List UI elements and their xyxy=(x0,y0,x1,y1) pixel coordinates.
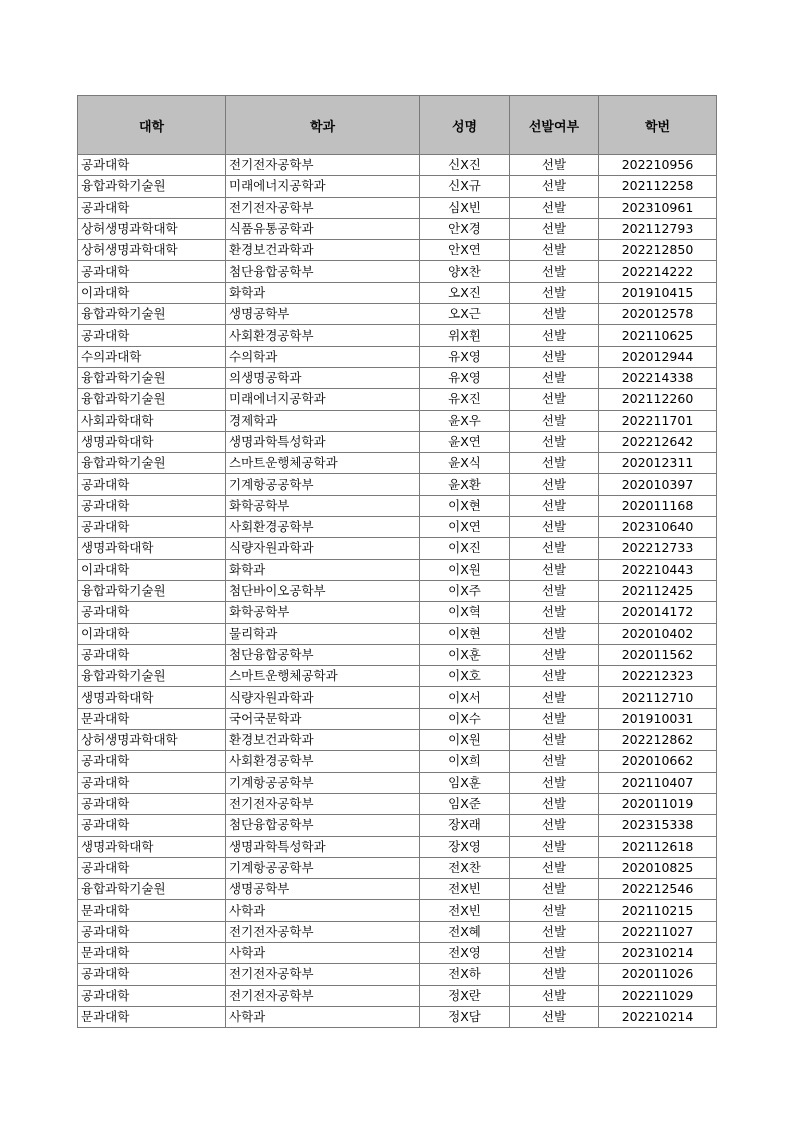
cell-name: 위X휜 xyxy=(420,325,510,346)
cell-name: 신X진 xyxy=(420,155,510,176)
cell-department: 미래에너지공학과 xyxy=(226,176,420,197)
cell-college: 융합과학기술원 xyxy=(78,666,226,687)
cell-name: 윤X연 xyxy=(420,431,510,452)
cell-department: 생명과학특성학과 xyxy=(226,836,420,857)
cell-selection-status: 선발 xyxy=(510,687,599,708)
header-name: 성명 xyxy=(420,96,510,155)
cell-college: 융합과학기술원 xyxy=(78,304,226,325)
cell-selection-status: 선발 xyxy=(510,474,599,495)
cell-student-id: 202211701 xyxy=(599,410,717,431)
cell-department: 첨단바이오공학부 xyxy=(226,580,420,601)
cell-selection-status: 선발 xyxy=(510,325,599,346)
header-selection-status: 선발여부 xyxy=(510,96,599,155)
cell-college: 이과대학 xyxy=(78,282,226,303)
cell-college: 이과대학 xyxy=(78,623,226,644)
cell-student-id: 202010397 xyxy=(599,474,717,495)
cell-name: 이X연 xyxy=(420,517,510,538)
cell-department: 화학공학부 xyxy=(226,495,420,516)
cell-college: 융합과학기술원 xyxy=(78,580,226,601)
cell-student-id: 202112260 xyxy=(599,389,717,410)
cell-student-id: 202011562 xyxy=(599,644,717,665)
cell-student-id: 202012578 xyxy=(599,304,717,325)
cell-college: 사회과학대학 xyxy=(78,410,226,431)
table-row xyxy=(78,580,717,601)
cell-name: 임X훈 xyxy=(420,772,510,793)
cell-selection-status: 선발 xyxy=(510,836,599,857)
cell-selection-status: 선발 xyxy=(510,815,599,836)
cell-name: 양X찬 xyxy=(420,261,510,282)
cell-department: 사학과 xyxy=(226,1006,420,1027)
cell-name: 정X담 xyxy=(420,1006,510,1027)
cell-department: 수의학과 xyxy=(226,346,420,367)
cell-department: 사학과 xyxy=(226,942,420,963)
cell-college: 상허생명과학대학 xyxy=(78,730,226,751)
table-row xyxy=(78,367,717,388)
table-row xyxy=(78,964,717,985)
cell-student-id: 202014172 xyxy=(599,602,717,623)
cell-college: 이과대학 xyxy=(78,559,226,580)
cell-student-id: 202010825 xyxy=(599,857,717,878)
cell-department: 식량자원과학과 xyxy=(226,687,420,708)
table-row xyxy=(78,900,717,921)
cell-college: 생명과학대학 xyxy=(78,431,226,452)
cell-selection-status: 선발 xyxy=(510,538,599,559)
header-student-id: 학번 xyxy=(599,96,717,155)
table-row xyxy=(78,942,717,963)
table-row xyxy=(78,218,717,239)
cell-department: 물리학과 xyxy=(226,623,420,644)
cell-student-id: 202212546 xyxy=(599,879,717,900)
cell-selection-status: 선발 xyxy=(510,495,599,516)
cell-student-id: 202210956 xyxy=(599,155,717,176)
cell-selection-status: 선발 xyxy=(510,240,599,261)
cell-student-id: 202211029 xyxy=(599,985,717,1006)
cell-department: 사학과 xyxy=(226,900,420,921)
cell-student-id: 202310640 xyxy=(599,517,717,538)
cell-college: 공과대학 xyxy=(78,857,226,878)
cell-department: 스마트운행체공학과 xyxy=(226,666,420,687)
cell-department: 경제학과 xyxy=(226,410,420,431)
cell-selection-status: 선발 xyxy=(510,900,599,921)
cell-college: 공과대학 xyxy=(78,772,226,793)
cell-name: 윤X우 xyxy=(420,410,510,431)
cell-student-id: 202310961 xyxy=(599,197,717,218)
cell-selection-status: 선발 xyxy=(510,304,599,325)
cell-name: 이X현 xyxy=(420,623,510,644)
table-row xyxy=(78,751,717,772)
cell-student-id: 201910031 xyxy=(599,708,717,729)
cell-college: 공과대학 xyxy=(78,985,226,1006)
cell-department: 식량자원과학과 xyxy=(226,538,420,559)
cell-selection-status: 선발 xyxy=(510,261,599,282)
cell-selection-status: 선발 xyxy=(510,197,599,218)
cell-college: 문과대학 xyxy=(78,1006,226,1027)
cell-selection-status: 선발 xyxy=(510,730,599,751)
cell-college: 공과대학 xyxy=(78,197,226,218)
table-row xyxy=(78,815,717,836)
table-row xyxy=(78,346,717,367)
cell-department: 화학공학부 xyxy=(226,602,420,623)
cell-selection-status: 선발 xyxy=(510,857,599,878)
cell-department: 첨단융합공학부 xyxy=(226,261,420,282)
cell-college: 문과대학 xyxy=(78,942,226,963)
cell-department: 전기전자공학부 xyxy=(226,964,420,985)
cell-department: 전기전자공학부 xyxy=(226,155,420,176)
cell-college: 생명과학대학 xyxy=(78,538,226,559)
cell-selection-status: 선발 xyxy=(510,389,599,410)
cell-student-id: 202112425 xyxy=(599,580,717,601)
cell-name: 이X원 xyxy=(420,559,510,580)
cell-student-id: 201910415 xyxy=(599,282,717,303)
cell-college: 생명과학대학 xyxy=(78,687,226,708)
cell-department: 전기전자공학부 xyxy=(226,793,420,814)
cell-department: 사회환경공학부 xyxy=(226,517,420,538)
table-row xyxy=(78,602,717,623)
cell-department: 스마트운행체공학과 xyxy=(226,453,420,474)
cell-selection-status: 선발 xyxy=(510,176,599,197)
cell-student-id: 202112793 xyxy=(599,218,717,239)
cell-department: 환경보건과학과 xyxy=(226,240,420,261)
cell-student-id: 202214338 xyxy=(599,367,717,388)
table-row xyxy=(78,155,717,176)
cell-selection-status: 선발 xyxy=(510,410,599,431)
cell-name: 심X빈 xyxy=(420,197,510,218)
cell-college: 문과대학 xyxy=(78,900,226,921)
cell-name: 전X영 xyxy=(420,942,510,963)
cell-selection-status: 선발 xyxy=(510,367,599,388)
cell-student-id: 202012944 xyxy=(599,346,717,367)
cell-name: 전X하 xyxy=(420,964,510,985)
selection-table xyxy=(77,95,717,1028)
cell-student-id: 202010402 xyxy=(599,623,717,644)
cell-department: 기계항공공학부 xyxy=(226,857,420,878)
cell-selection-status: 선발 xyxy=(510,708,599,729)
table-row xyxy=(78,453,717,474)
cell-college: 융합과학기술원 xyxy=(78,453,226,474)
table-row xyxy=(78,793,717,814)
cell-selection-status: 선발 xyxy=(510,602,599,623)
table-row xyxy=(78,708,717,729)
table-row xyxy=(78,538,717,559)
cell-department: 사회환경공학부 xyxy=(226,751,420,772)
cell-selection-status: 선발 xyxy=(510,282,599,303)
cell-college: 공과대학 xyxy=(78,602,226,623)
cell-selection-status: 선발 xyxy=(510,623,599,644)
table-row xyxy=(78,772,717,793)
cell-selection-status: 선발 xyxy=(510,964,599,985)
cell-student-id: 202214222 xyxy=(599,261,717,282)
table-row xyxy=(78,495,717,516)
cell-college: 융합과학기술원 xyxy=(78,367,226,388)
table-row xyxy=(78,240,717,261)
cell-name: 이X희 xyxy=(420,751,510,772)
cell-selection-status: 선발 xyxy=(510,666,599,687)
table-row xyxy=(78,623,717,644)
table-row xyxy=(78,921,717,942)
cell-name: 이X주 xyxy=(420,580,510,601)
cell-college: 융합과학기술원 xyxy=(78,879,226,900)
table-row xyxy=(78,985,717,1006)
header-department: 학과 xyxy=(226,96,420,155)
table-body xyxy=(78,155,717,1028)
cell-student-id: 202011026 xyxy=(599,964,717,985)
table-row xyxy=(78,176,717,197)
cell-name: 이X호 xyxy=(420,666,510,687)
cell-college: 공과대학 xyxy=(78,261,226,282)
cell-name: 윤X식 xyxy=(420,453,510,474)
cell-department: 사회환경공학부 xyxy=(226,325,420,346)
cell-name: 전X혜 xyxy=(420,921,510,942)
cell-name: 이X혁 xyxy=(420,602,510,623)
cell-selection-status: 선발 xyxy=(510,985,599,1006)
cell-name: 임X준 xyxy=(420,793,510,814)
table-row xyxy=(78,325,717,346)
table-row xyxy=(78,431,717,452)
table-row xyxy=(78,836,717,857)
cell-department: 환경보건과학과 xyxy=(226,730,420,751)
cell-college: 융합과학기술원 xyxy=(78,389,226,410)
table-row xyxy=(78,517,717,538)
table-row xyxy=(78,197,717,218)
cell-department: 생명과학특성학과 xyxy=(226,431,420,452)
cell-student-id: 202212642 xyxy=(599,431,717,452)
header-college: 대학 xyxy=(78,96,226,155)
table-row xyxy=(78,559,717,580)
cell-student-id: 202210443 xyxy=(599,559,717,580)
cell-student-id: 202112618 xyxy=(599,836,717,857)
cell-department: 국어국문학과 xyxy=(226,708,420,729)
cell-college: 공과대학 xyxy=(78,495,226,516)
cell-college: 공과대학 xyxy=(78,474,226,495)
cell-college: 공과대학 xyxy=(78,921,226,942)
cell-selection-status: 선발 xyxy=(510,772,599,793)
cell-selection-status: 선발 xyxy=(510,453,599,474)
cell-department: 첨단융합공학부 xyxy=(226,815,420,836)
cell-college: 생명과학대학 xyxy=(78,836,226,857)
cell-student-id: 202011019 xyxy=(599,793,717,814)
cell-department: 식품유통공학과 xyxy=(226,218,420,239)
cell-name: 오X진 xyxy=(420,282,510,303)
cell-selection-status: 선발 xyxy=(510,644,599,665)
table-row xyxy=(78,474,717,495)
cell-college: 공과대학 xyxy=(78,815,226,836)
header-row xyxy=(78,96,717,155)
cell-selection-status: 선발 xyxy=(510,218,599,239)
cell-department: 생명공학부 xyxy=(226,304,420,325)
cell-department: 기계항공공학부 xyxy=(226,474,420,495)
cell-student-id: 202210214 xyxy=(599,1006,717,1027)
table-row xyxy=(78,410,717,431)
cell-selection-status: 선발 xyxy=(510,559,599,580)
cell-department: 전기전자공학부 xyxy=(226,985,420,1006)
cell-college: 공과대학 xyxy=(78,964,226,985)
cell-name: 이X서 xyxy=(420,687,510,708)
cell-name: 신X규 xyxy=(420,176,510,197)
cell-selection-status: 선발 xyxy=(510,155,599,176)
cell-name: 이X원 xyxy=(420,730,510,751)
cell-name: 이X현 xyxy=(420,495,510,516)
cell-selection-status: 선발 xyxy=(510,793,599,814)
cell-name: 장X영 xyxy=(420,836,510,857)
cell-name: 장X래 xyxy=(420,815,510,836)
cell-name: 유X진 xyxy=(420,389,510,410)
cell-name: 전X빈 xyxy=(420,879,510,900)
cell-department: 화학과 xyxy=(226,559,420,580)
cell-college: 수의과대학 xyxy=(78,346,226,367)
cell-name: 전X찬 xyxy=(420,857,510,878)
cell-selection-status: 선발 xyxy=(510,431,599,452)
cell-college: 공과대학 xyxy=(78,517,226,538)
cell-name: 안X경 xyxy=(420,218,510,239)
cell-selection-status: 선발 xyxy=(510,879,599,900)
cell-student-id: 202212323 xyxy=(599,666,717,687)
cell-selection-status: 선발 xyxy=(510,517,599,538)
table-row xyxy=(78,687,717,708)
cell-name: 유X영 xyxy=(420,346,510,367)
table-row xyxy=(78,304,717,325)
table-row xyxy=(78,644,717,665)
cell-name: 이X진 xyxy=(420,538,510,559)
table-row xyxy=(78,730,717,751)
table-row xyxy=(78,879,717,900)
cell-department: 화학과 xyxy=(226,282,420,303)
cell-student-id: 202310214 xyxy=(599,942,717,963)
cell-name: 안X연 xyxy=(420,240,510,261)
cell-college: 공과대학 xyxy=(78,325,226,346)
cell-department: 의생명공학과 xyxy=(226,367,420,388)
cell-department: 미래에너지공학과 xyxy=(226,389,420,410)
cell-selection-status: 선발 xyxy=(510,580,599,601)
cell-name: 유X영 xyxy=(420,367,510,388)
cell-student-id: 202012311 xyxy=(599,453,717,474)
cell-college: 공과대학 xyxy=(78,155,226,176)
cell-selection-status: 선발 xyxy=(510,346,599,367)
cell-name: 이X훈 xyxy=(420,644,510,665)
cell-selection-status: 선발 xyxy=(510,921,599,942)
cell-student-id: 202315338 xyxy=(599,815,717,836)
cell-student-id: 202110215 xyxy=(599,900,717,921)
cell-name: 오X근 xyxy=(420,304,510,325)
table-row xyxy=(78,666,717,687)
cell-name: 이X수 xyxy=(420,708,510,729)
cell-student-id: 202010662 xyxy=(599,751,717,772)
cell-department: 생명공학부 xyxy=(226,879,420,900)
table-row xyxy=(78,261,717,282)
table-row xyxy=(78,282,717,303)
cell-college: 공과대학 xyxy=(78,751,226,772)
table-row xyxy=(78,389,717,410)
cell-student-id: 202212862 xyxy=(599,730,717,751)
cell-college: 상허생명과학대학 xyxy=(78,218,226,239)
cell-selection-status: 선발 xyxy=(510,751,599,772)
cell-college: 상허생명과학대학 xyxy=(78,240,226,261)
cell-selection-status: 선발 xyxy=(510,1006,599,1027)
cell-department: 전기전자공학부 xyxy=(226,921,420,942)
cell-department: 전기전자공학부 xyxy=(226,197,420,218)
cell-student-id: 202110407 xyxy=(599,772,717,793)
cell-student-id: 202112258 xyxy=(599,176,717,197)
table-row xyxy=(78,857,717,878)
table-row xyxy=(78,1006,717,1027)
cell-student-id: 202011168 xyxy=(599,495,717,516)
cell-name: 윤X환 xyxy=(420,474,510,495)
cell-college: 공과대학 xyxy=(78,644,226,665)
cell-department: 기계항공공학부 xyxy=(226,772,420,793)
cell-college: 공과대학 xyxy=(78,793,226,814)
cell-student-id: 202212850 xyxy=(599,240,717,261)
cell-student-id: 202110625 xyxy=(599,325,717,346)
cell-name: 정X란 xyxy=(420,985,510,1006)
cell-selection-status: 선발 xyxy=(510,942,599,963)
cell-student-id: 202212733 xyxy=(599,538,717,559)
cell-department: 첨단융합공학부 xyxy=(226,644,420,665)
cell-student-id: 202211027 xyxy=(599,921,717,942)
cell-student-id: 202112710 xyxy=(599,687,717,708)
cell-college: 융합과학기술원 xyxy=(78,176,226,197)
cell-college: 문과대학 xyxy=(78,708,226,729)
cell-name: 전X빈 xyxy=(420,900,510,921)
